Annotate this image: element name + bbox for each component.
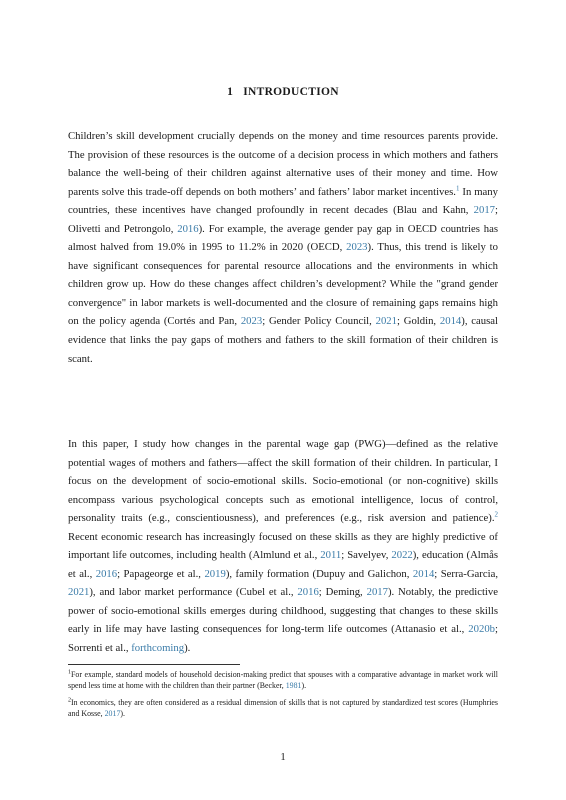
citation-link[interactable]: 2014 <box>439 315 462 328</box>
p1-text: ; Olivetti and Petrongolo, <box>68 204 498 235</box>
footnote-text: ). <box>120 709 125 718</box>
section-title: INTRODUCTION <box>243 86 339 98</box>
paragraph-1 <box>68 127 498 368</box>
section-number: 1 <box>227 86 234 98</box>
p2-text: In this paper, I study how changes in the parental wage gap (PWG)—defined as the relative potential wages of mothers and fathers—affect the skill formation of their children. In particular, I focus on the development of socio-emotional skills. Socio-emotional (or non-cognitive) skills encompass various psychological concepts such as emotional intelligence, locus of control, personality traits (e.g., conscientiousness), and preferences (e.g., risk aversion and patience). <box>68 438 498 525</box>
p1-text: ; Goldin, <box>396 315 440 328</box>
section-heading <box>0 86 566 98</box>
citation-link[interactable]: forthcoming <box>131 642 185 655</box>
footnote-ref-1[interactable]: 1 <box>455 184 460 193</box>
page-number: 1 <box>280 751 286 763</box>
p1-text: ; Gender Policy Council, <box>262 315 376 328</box>
citation-link[interactable]: 2021 <box>375 315 397 328</box>
p2-text: ; Papageorge et al., <box>117 567 205 580</box>
footnote-text: In economics, they are often considered as a residual dimension of skills that is not captured by standardized test scores (Humphries and Kosse, <box>68 698 498 718</box>
citation-link[interactable]: 2016 <box>95 567 118 580</box>
footnote-text: ). <box>301 681 307 690</box>
p2-text: ; Deming, <box>318 586 367 599</box>
p2-text: ; Savelyev, <box>341 549 392 562</box>
citation-link[interactable]: 2022 <box>391 549 413 562</box>
citation-link[interactable]: 2019 <box>204 567 226 580</box>
footnote-mark: 1 <box>68 669 71 676</box>
citation-link[interactable]: 2016 <box>177 222 199 235</box>
p1-text: ), causal evidence that links the pay gaps of mothers and fathers to the skill formation of their children is scant. <box>68 315 498 365</box>
citation-link[interactable]: 2021 <box>68 586 90 599</box>
citation-link[interactable]: 2023 <box>346 241 368 254</box>
p1-text: In many countries, these incentives have changed profoundly in recent decades (Blau and Kahn, <box>68 185 498 217</box>
footnote-text: For example, standard models of household decision-making predict that spouses with a comparative advantage in market work will spend less time at home with the children than their partner (Becker, <box>68 670 498 690</box>
citation-link[interactable]: 2023 <box>240 315 263 328</box>
citation-link[interactable]: 2017 <box>366 586 388 599</box>
p2-text: ), family formation (Dupuy and Galichon, <box>225 567 413 580</box>
p2-text: ), education (Almås et al., <box>68 549 498 580</box>
paragraph-2 <box>68 435 498 658</box>
citation-link[interactable]: 2020b <box>468 623 496 636</box>
p2-text: ; Sorrenti et al., <box>68 623 498 655</box>
citation-link[interactable]: 1981 <box>285 681 302 690</box>
footnote-1 <box>68 669 498 691</box>
footnote-ref-2[interactable]: 2 <box>494 510 498 519</box>
p1-text: Children’s skill development crucially depends on the money and time resources parents provide. The provision of these resources is the outcome of a decision process in which mothers and fathers balance the well-being of their children against alternative uses of their money and time. How parents solve this trade-off depends on both mothers’ and fathers’ labor market incentives. <box>68 130 498 198</box>
p2-text: ), and labor market performance (Cubel et al., <box>89 586 298 599</box>
p1-text: ). For example, the average gender pay gap in OECD countries has almost halved from 19.0% in 1995 to 11.2% in 2020 (OECD, <box>68 222 498 254</box>
citation-link[interactable]: 2016 <box>297 586 319 599</box>
footnote-2 <box>68 697 498 719</box>
p2-text: ). Notably, the predictive power of socio-emotional skills emerges during childhood, suggesting that changes to these skills early in life may have lasting consequences for long-term life outcomes (Attanasio et al., <box>68 586 498 636</box>
citation-link[interactable]: 2014 <box>412 567 435 580</box>
citation-link[interactable]: 2017 <box>104 709 121 718</box>
p1-text: ). Thus, this trend is likely to have significant consequences for parental resource allocations and the environments in which children grow up. How do these changes affect children’s development? While the "grand gender convergence" in labor markets is well-documented and the closure of remaining gaps remains high on the policy agenda (Cortés and Pan, <box>68 241 498 328</box>
citation-link[interactable]: 2011 <box>320 549 342 562</box>
footnote-divider <box>68 664 240 665</box>
footnote-mark: 2 <box>68 697 71 704</box>
citation-link[interactable]: 2017 <box>473 204 496 217</box>
p2-text: Recent economic research has increasingly focused on these skills as they are highly predictive of important life outcomes, including health (Almlund et al., <box>68 530 498 562</box>
p2-text: ). <box>184 642 191 655</box>
p2-text: ; Serra-Garcia, <box>434 567 498 580</box>
